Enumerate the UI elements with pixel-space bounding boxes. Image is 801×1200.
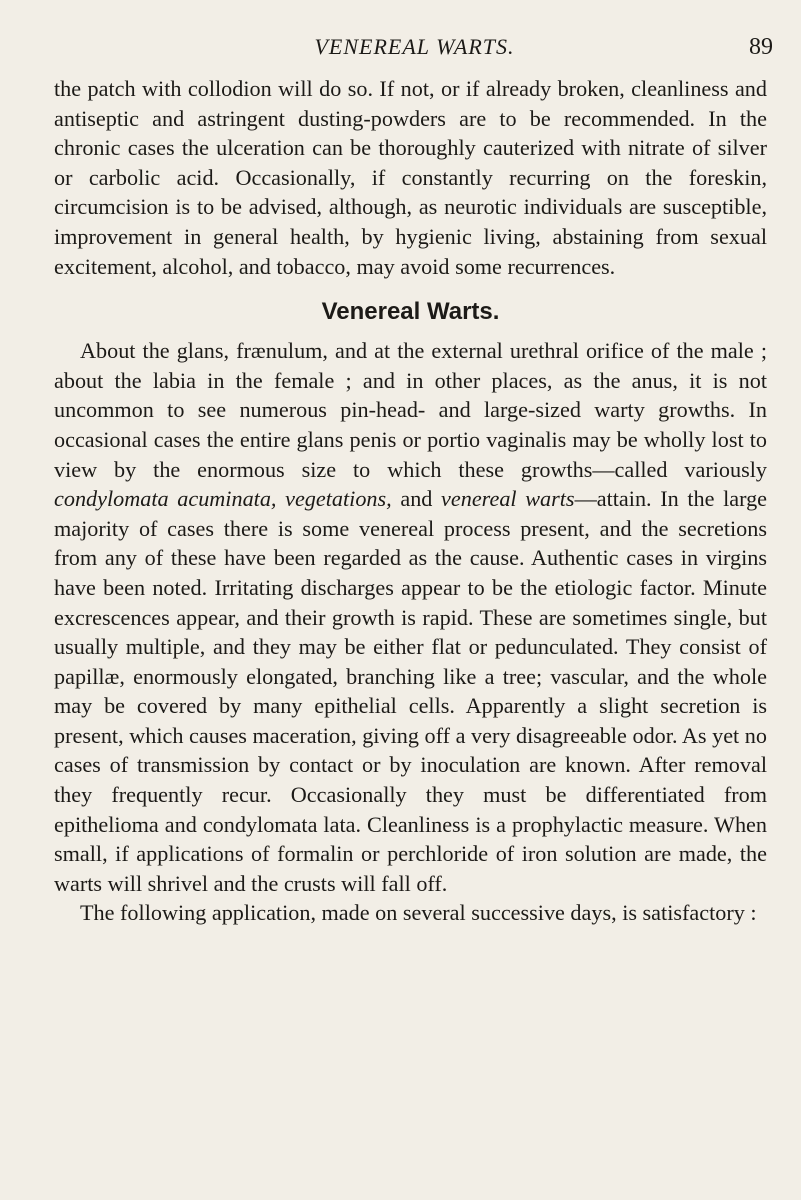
page-number: 89 bbox=[749, 34, 773, 60]
paragraph-text: About the glans, frænulum, and at the external urethral orifice of the male ; about the labia in the female ; and in other places, as the anus, it is not uncommon to see numerous pin-head- and large-sized warty growths. In occasional cases the entire glans penis or portio vaginalis may be wholly lost to view by the enormous size to which these growths—called variously bbox=[54, 338, 767, 482]
term-condylomata: condylomata acuminata, bbox=[54, 486, 277, 512]
term-vegetations: vegetations, bbox=[285, 486, 392, 512]
running-title: VENEREAL WARTS. bbox=[314, 34, 515, 59]
section-heading: Venereal Warts. bbox=[321, 298, 500, 326]
body-text bbox=[54, 74, 767, 928]
term-venereal-warts: venereal warts bbox=[441, 486, 575, 512]
running-head bbox=[56, 34, 773, 64]
conjunction: and bbox=[400, 486, 433, 512]
section-paragraph-1 bbox=[54, 336, 767, 898]
intro-paragraph: the patch with collodion will do so. If not, or if already broken, cleanliness and antiseptic and astringent dusting-powders are to be recommended. In the chronic cases the ulceration can be thoroughly cauterized with nitrate of silver or carbolic acid. Occasionally, if constantly recurring on the foreskin, circumcision is to be advised, although, as neurotic individuals are susceptible, improvement in general health, by hygienic living, abstaining from sexual excitement, alcohol, and tobacco, may avoid some recurrences. bbox=[54, 76, 767, 279]
section-paragraph-2: The following application, made on several successive days, is satisfactory : bbox=[80, 900, 757, 926]
paragraph-text: —attain. In the large majority of cases there is some venereal process present, and the secretions from any of these have been regarded as the cause. Authentic cases in virgins have been noted. Irritating discharges appear to be the etiologic factor. Minute excrescences appear, and their growth is rapid. These are sometimes single, but usually multiple, and they may be either flat or pedunculated. They consist of papillæ, enormously elongated, branching like a tree; vascular, and the whole may be covered by many epithelial cells. Apparently a slight secretion is present, which causes maceration, giving off a very disagreeable odor. As yet no cases of transmission by contact or by inoculation are known. After removal they frequently recur. Occasionally they must be differentiated from epithelioma and condylomata lata. Cleanliness is a prophylactic measure. When small, if applications of formalin or perchloride of iron solution are made, the warts will shrivel and the crusts will fall off. bbox=[54, 486, 768, 896]
